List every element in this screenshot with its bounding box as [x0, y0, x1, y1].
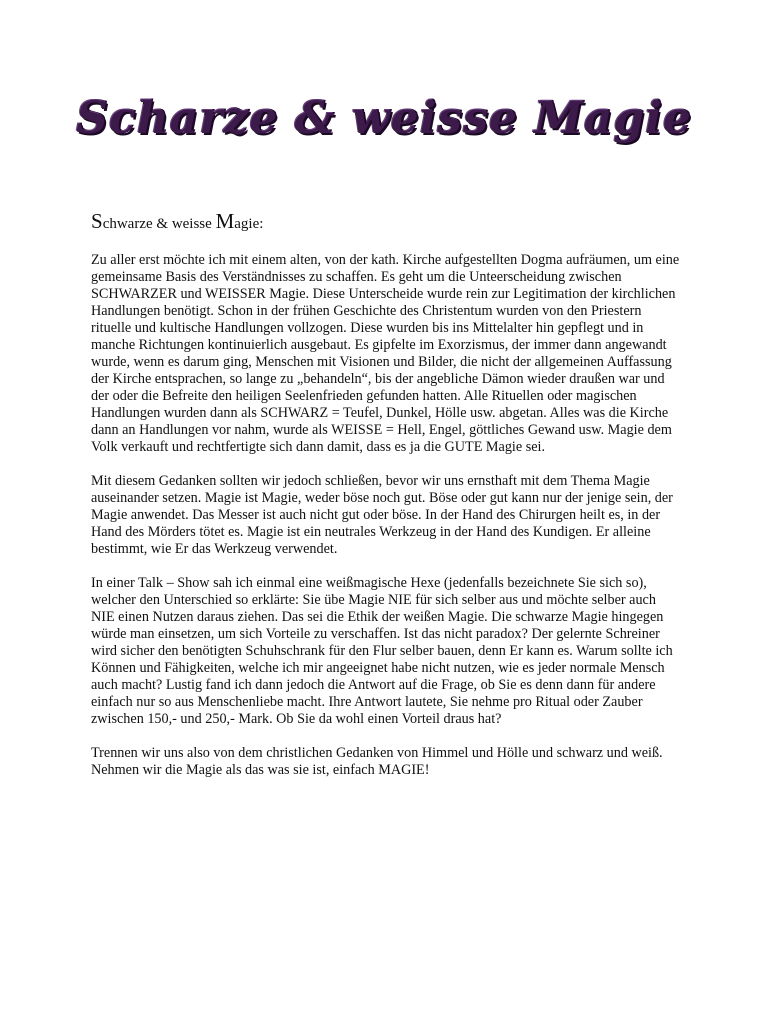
heading-initial-m: M — [215, 209, 235, 233]
heading-text-2: agie: — [234, 216, 264, 232]
heading-initial-s: S — [91, 209, 103, 233]
paragraph-1: Zu aller erst möchte ich mit einem alten, von der kath. Kirche aufgestellten Dogma aufräumen, um eine gemeinsame Basis des Verständnisses zu schaffen. Es geht um die Unteerscheidung zwischen SCHWARZER und WEISSER Magie. Diese Unterscheide wurde rein zur Legitimation der kirchlichen Handlungen benötigt. Schon in der frühen Geschichte des Christentum wurden von den Priestern rituelle und kultische Handlungen vollzogen. Diese wurden bis ins Mittelalter hin gepflegt und in manche Richtungen kontinuierlich ausgebaut. Es gipfelte im Exorzismus, der immer dann angewandt wurde, wenn es darum ging, Menschen mit Visionen und Bilder, die nicht der allgemeinen Auffassung der Kirche entsprachen, so lange zu „behandeln“, bis der angebliche Dämon wieder draußen war und der oder die Befreite den heiligen Seelenfrieden gefunden hatten. Alle Rituellen oder magischen Handlungen wurden dann als SCHWARZ = Teufel, Dunkel, Hölle usw. abgetan. Alles was die Kirche dann an Handlungen vor nahm, wurde als WEISSE = Hell, Engel, göttliches Gewand usw. Magie dem Volk verkauft und rechtfertigte sich dann damit, dass es ja die GUTE Magie sei. — [91, 252, 680, 455]
title-banner — [0, 84, 768, 154]
paragraph-4: Trennen wir uns also von dem christlichen Gedanken von Himmel und Hölle und schwarz und weiß. Nehmen wir die Magie als das was sie ist, einfach MAGIE! — [91, 745, 663, 778]
section-heading — [91, 210, 681, 235]
document-body — [91, 210, 681, 796]
paragraph-2: Mit diesem Gedanken sollten wir jedoch schließen, bevor wir uns ernsthaft mit dem Thema Magie auseinander setzen. Magie ist Magie, weder böse noch gut. Böse oder gut kann nur der jenige sein, der Magie anwendet. Das Messer ist auch nicht gut oder böse. In der Hand des Chirurgen heilt es, in der Hand des Mörders tötet es. Magie ist ein neutrales Werkzeug in der Hand des Kundigen. Er alleine bestimmt, wie Er das Werkzeug verwendet. — [91, 473, 673, 557]
paragraph-3: In einer Talk – Show sah ich einmal eine weißmagische Hexe (jedenfalls bezeichnete Sie sich so), welcher den Unterschied so erklärte: Sie übe Magie NIE für sich selber aus und möchte selber auch NIE einen Nutzen daraus ziehen. Das sei die Ethik der weißen Magie. Die schwarze Magie hingegen würde man einsetzen, um sich Vorteile zu verschaffen. Ist das nicht paradox? Der gelernte Schreiner wird sicher den benötigten Schuhschrank für den Flur selber bauen, denn Er kann es. Warum sollte ich Können und Fähigkeiten, welche ich mir angeeignet habe nicht nutzen, wie es jeder normale Mensch auch macht? Lustig fand ich dann jedoch die Antwort auf die Frage, ob Sie es denn dann für andere einfach nur so aus Menschenliebe macht. Ihre Antwort lautete, Sie nehme pro Ritual oder Zauber zwischen 150,- und 250,- Mark. Ob Sie da wohl einen Vorteil draus hat? — [91, 575, 673, 727]
title-banner-text: Scharze & weisse Magie — [76, 93, 692, 144]
heading-text-1: chwarze & weisse — [102, 216, 216, 232]
